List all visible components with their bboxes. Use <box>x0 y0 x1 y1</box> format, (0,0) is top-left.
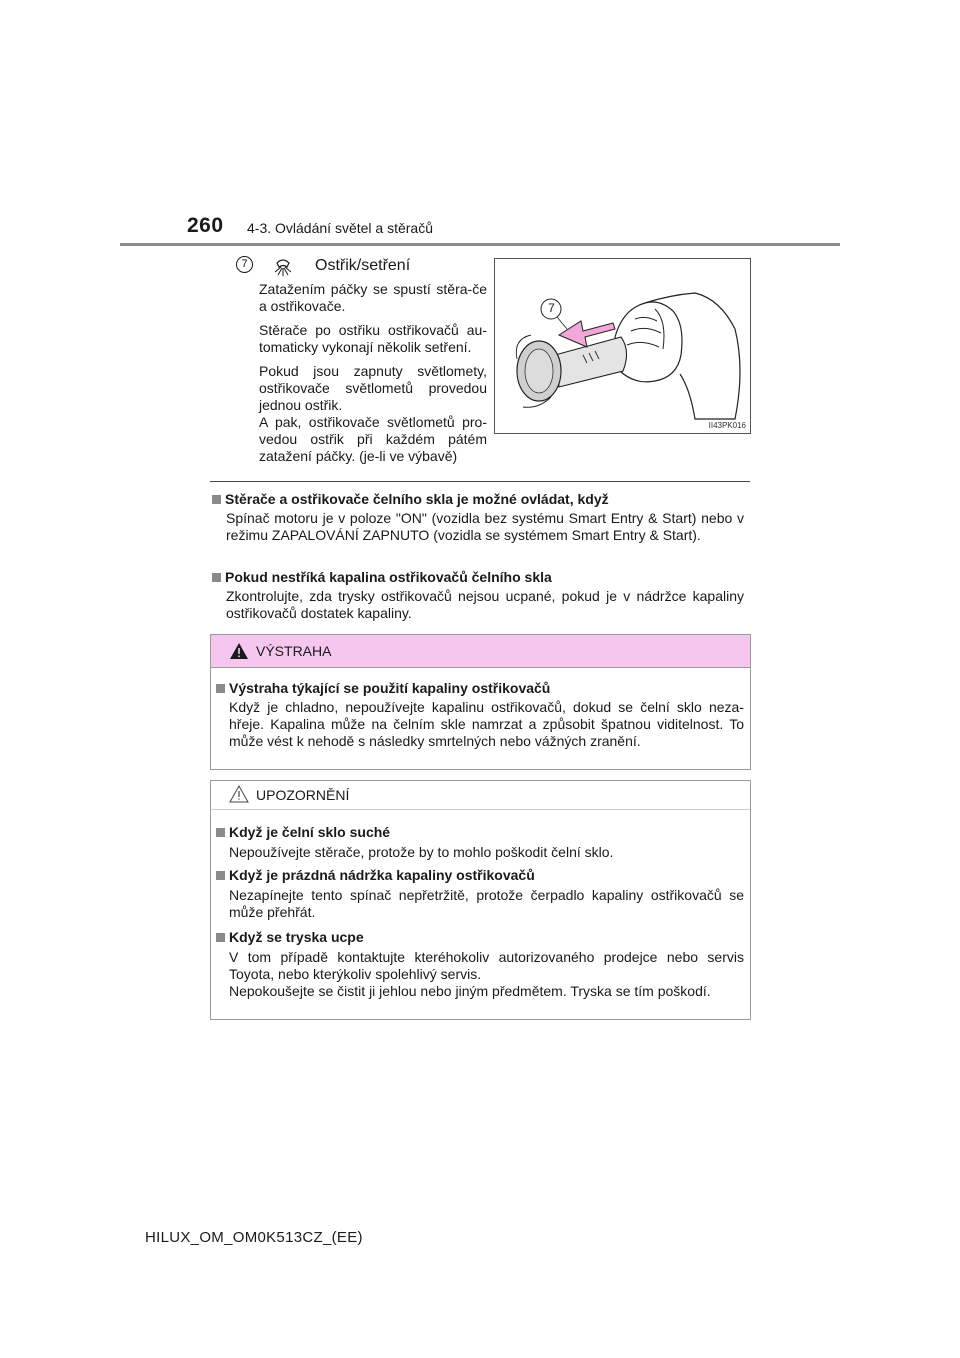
caution-triangle-icon <box>229 785 249 803</box>
caution-text: V tom případě kontaktujte kteréhokoliv autorizovaného prodejce nebo servis Toyota, nebo kterýkoliv spolehlivý servis. <box>229 949 744 982</box>
caution-bullet-icon <box>216 933 225 942</box>
item-description <box>259 281 487 465</box>
figure-code: II43PK016 <box>708 421 746 430</box>
caution-heading: UPOZORNĚNÍ <box>256 787 350 803</box>
item-paragraph: Pokud jsou zapnuty světlomety, ostřikovače světlometů provedou jednou ostřik. <box>259 363 487 413</box>
caution-header <box>211 781 750 810</box>
document-code: HILUX_OM_OM0K513CZ_(EE) <box>145 1229 363 1246</box>
figure-callout: 7 <box>548 301 555 315</box>
note-bullet-icon <box>212 573 221 582</box>
note-bullet-icon <box>212 495 221 504</box>
warning-bullet-icon <box>216 684 225 693</box>
caution-title: Když se tryska ucpe <box>229 929 364 945</box>
note-text: Zkontrolujte, zda trysky ostřikovačů nejsou ucpané, pokud je v nádržce kapaliny ostřikovačů dostatek kapaliny. <box>226 588 744 621</box>
item-separator <box>210 481 750 482</box>
caution-bullet-icon <box>216 828 225 837</box>
caution-text: Nepokoušejte se čistit ji jehlou nebo jiným předmětem. Tryska se tím poškodí. <box>229 983 711 999</box>
caution-text: Nezapínejte tento spínač nepřetržitě, protože čerpadlo kapaliny ostřikovačů se může přehřát. <box>229 887 744 920</box>
note-title: Pokud nestříká kapalina ostřikovačů čelního skla <box>225 569 552 585</box>
warning-header <box>211 635 750 668</box>
warning-box <box>210 634 751 770</box>
caution-title: Když je čelní sklo suché <box>229 824 391 840</box>
item-paragraph: A pak, ostřikovače světlometů pro-vedou ostřik při každém pátém zatažení páčky. (je-li ve výbavě) <box>259 414 487 464</box>
item-paragraph: Zatažením páčky se spustí stěra-če a ostřikovače. <box>259 281 487 314</box>
warning-heading: VÝSTRAHA <box>256 643 332 659</box>
warning-title: Výstraha týkající se použití kapaliny ostřikovačů <box>229 680 551 696</box>
wiper-lever-illustration <box>494 258 751 434</box>
washer-spray-icon <box>271 254 295 278</box>
note-title: Stěrače a ostřikovače čelního skla je možné ovládat, když <box>225 491 609 507</box>
warning-text: Když je chladno, nepoužívejte kapalinu ostřikovačů, dokud se čelní sklo neza-hřeje. Kapalina může na čelním skle namrzat a způsobit špatnou viditelnost. To může vést k nehodě s následky smrtelných nebo vážných zranění. <box>229 699 744 749</box>
header-rule <box>120 243 840 246</box>
caution-bullet-icon <box>216 871 225 880</box>
caution-box <box>210 780 751 1020</box>
lever-drawing <box>495 259 750 433</box>
note-text: Spínač motoru je v poloze "ON" (vozidla bez systému Smart Entry & Start) nebo v režimu ZAPALOVÁNÍ ZAPNUTO (vozidla se systémem Smart Entry & Start). <box>226 510 744 543</box>
item-paragraph: Stěrače po ostřiku ostřikovačů au-tomaticky vykonají několik setření. <box>259 322 487 355</box>
page-number: 260 <box>187 214 224 237</box>
item-marker-7: 7 <box>236 256 253 273</box>
caution-title: Když je prázdná nádržka kapaliny ostřikovačů <box>229 867 535 883</box>
section-title: 4-3. Ovládání světel a stěračů <box>247 220 433 236</box>
caution-text: Nepoužívejte stěrače, protože by to mohlo poškodit čelní sklo. <box>229 844 614 860</box>
item-title: Ostřik/setření <box>315 257 411 274</box>
warning-triangle-icon <box>229 642 249 660</box>
